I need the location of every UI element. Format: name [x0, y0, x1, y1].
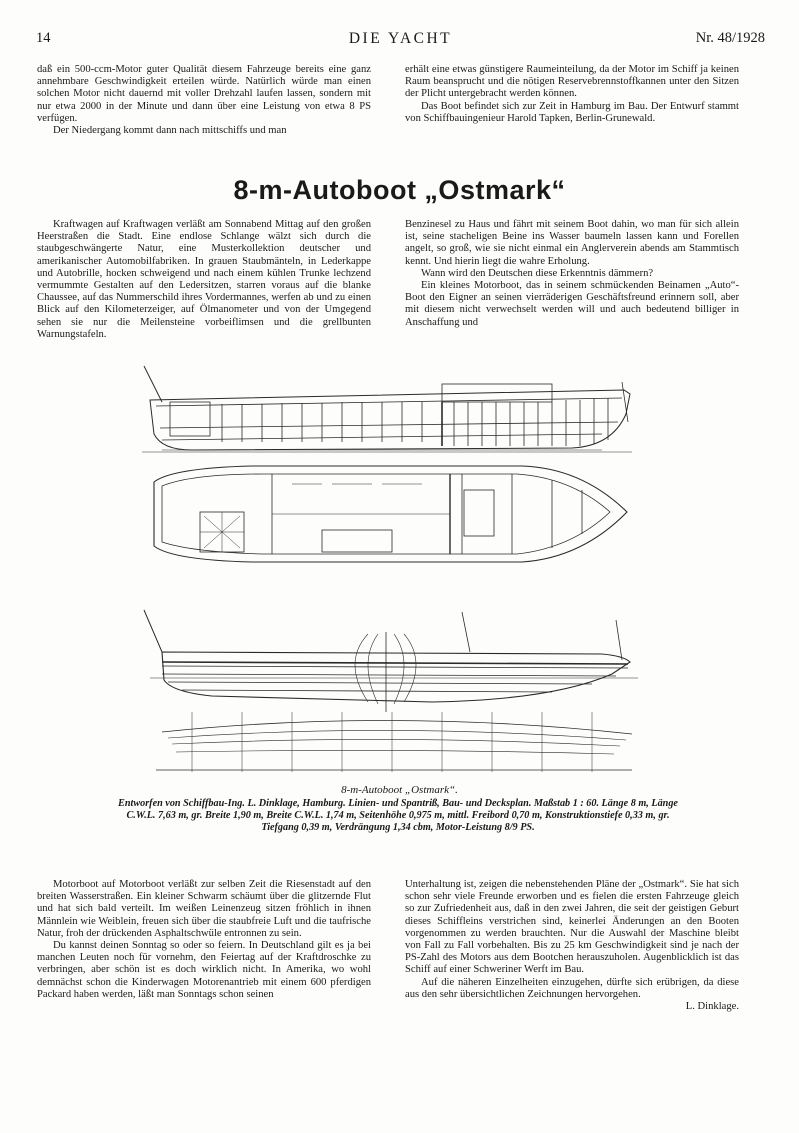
top-left-column: [37, 64, 371, 137]
paragraph: Unterhaltung ist, zeigen die nebenstehenden Pläne der „Ostmark“. Sie hat sich schon sehr viele Freunde erworben und es fielen die ersten Fahrzeuge gleich so zur Zufriedenheit aus, daß in den zwei Jahren, die seit der geistigen Geburt dieses Schiffleins verstrichen sind, keinerlei Änderungen an den Booten vorgenommen zu werden brauchten. Nur die Auswahl der Maschine bleibt von Fall zu Fall vorbehalten. Bis zu 25 km Geschwindigkeit sind je nach der PS-Zahl des Motors aus dem Bootchen herauszuholen. Augenblicklich ist das Schiff auf einer Schweriner Werft im Bau.: [405, 879, 739, 976]
paragraph: Wann wird den Deutschen diese Erkenntnis dämmern?: [421, 267, 654, 279]
magazine-name: DIE YACHT: [348, 30, 453, 47]
page-number: 14: [36, 30, 51, 46]
author-signature: L. Dinklage.: [685, 1001, 739, 1013]
body-left-column: [37, 879, 371, 1001]
paragraph: daß ein 500-ccm-Motor guter Qualität diesem Fahrzeuge bereits eine ganz annehmbare Geschwindigkeit erteilen würde. Natürlich würde man einen solchen Motor nicht dauernd mit voller Drehzahl laufen lassen, sondern mit nur etwa 2000 in der Minute und dann über eine Leistung von etwa 8 PS verfügen.: [37, 64, 371, 124]
body-right-column: [405, 879, 739, 1013]
paragraph: Das Boot befindet sich zur Zeit in Hamburg im Bau. Der Entwurf stammt von Schiffbauingenieur Harold Tapken, Berlin-Grunewald.: [405, 100, 739, 124]
paragraph: Ein kleines Motorboot, das in seinem schmückenden Beinamen „Auto“-Boot den Eigner an seinen vierräderigen Geschäftsfreund erinnern soll, aber mit diesem nicht verwechselt werden will und auch bedeutend billiger in Anschaffung und: [405, 280, 739, 328]
boat-plans-figure: [132, 362, 642, 782]
figure-caption-text: Entworfen von Schiffbau-Ing. L. Dinklage, Hamburg. Linien- und Spantriß, Bau- und Decksplan. Maßstab 1 : 60. Länge 8 m, Länge C.W.L. 7,63 m, gr. Breite 1,90 m, Breite C.W.L. 1,74 m, Seitenhöhe 0,975 m, mittl. Freibord 0,70 m, Konstruktionstiefe 0,33 m, gr. Tiefgang 0,39 m, Verdrängung 1,34 cbm, Motor-Leistung 8/9 PS.: [118, 798, 678, 833]
top-right-column: [405, 64, 739, 125]
paragraph: Auf die näheren Einzelheiten einzugehen, dürfte sich erübrigen, da diese aus den sehr übersichtlichen Zeichnungen hervorgehen.: [405, 976, 739, 1000]
paragraph: Kraftwagen auf Kraftwagen verläßt am Sonnabend Mittag auf den großen Heerstraßen die Stadt. Eine endlose Schlange wälzt sich durch die staubgeschwängerte Natur, eine Musterkollektion deutscher und amerikanischer Automobilfabriken. In grauen Staubmänteln, in Lederkappe und Autobrille, hocken schweigend und nach einem kühlen Trunke lechzend vermummte Gestalten auf den Ledersitzen, starren voraus auf die blanke Chaussee, auf das Nummerschild ihres Vordermannes, werfen ab und zu einen Blick auf den Kilometerzeiger, auf Ölmanometer und von der Umgegend sehen sie nur die Meilensteine vorbeiflimsen und die grellbunten Warnungstafeln.: [37, 219, 371, 340]
issue-number: Nr. 48/1928: [695, 30, 765, 46]
construction-plan: [142, 366, 632, 452]
paragraph: erhält eine etwas günstigere Raumeinteilung, da der Motor im Schiff ja keinen Raum beansprucht und die nötigen Reservebrennstoffkannen unter den Sitzen der Plicht untergebracht werden können.: [405, 64, 739, 100]
deck-plan: [154, 466, 627, 562]
paragraph: Motorboot auf Motorboot verläßt zur selben Zeit die Riesenstadt auf den breiten Wasserstraßen. Ein kleiner Schwarm schäumt über die glitzernde Flut und hat sich bald verteilt. Im weißen Leinenzeug sitzen fröhlich in ihnen Männlein wie Weiblein, freuen sich über die staubfreie Luft und die taufrische Natur, froh der drückenden Asphaltschwüle entronnen zu sein.: [37, 879, 371, 939]
paragraph: Du kannst deinen Sonntag so oder so feiern. In Deutschland gilt es ja bei manchen Leuten noch für vornehm, den Feiertag auf der Kraftdroschke zu verbringen, aber schön ist es doch wirklich nicht. In Amerika, wo wohl demnächst schon die Kinderwagen Motorenantrieb mit einem 600 pferdigen Packard haben werden, läßt man Sonntags schon seinen: [37, 940, 371, 1000]
figure-caption-title: 8-m-Autoboot „Ostmark“.: [341, 784, 458, 796]
page-header: [36, 30, 765, 50]
intro-right-column: [405, 219, 739, 329]
intro-left-column: [37, 219, 371, 341]
paragraph: Benzinesel zu Haus und fährt mit seinem Boot dahin, wo man für sich allein ist, seine stacheligen Beine ins Wasser baumeln lassen kann und Forellen angelt, so groß, wie sie nicht einmal ein Anglerverein abends am Stammtisch kennt. Und hierin liegt die wahre Erholung.: [405, 219, 739, 267]
article-title: 8-m-Autoboot „Ostmark“: [233, 175, 566, 205]
lines-plan: [144, 610, 638, 772]
paragraph: Der Niedergang kommt dann nach mittschiffs und man: [53, 125, 287, 137]
